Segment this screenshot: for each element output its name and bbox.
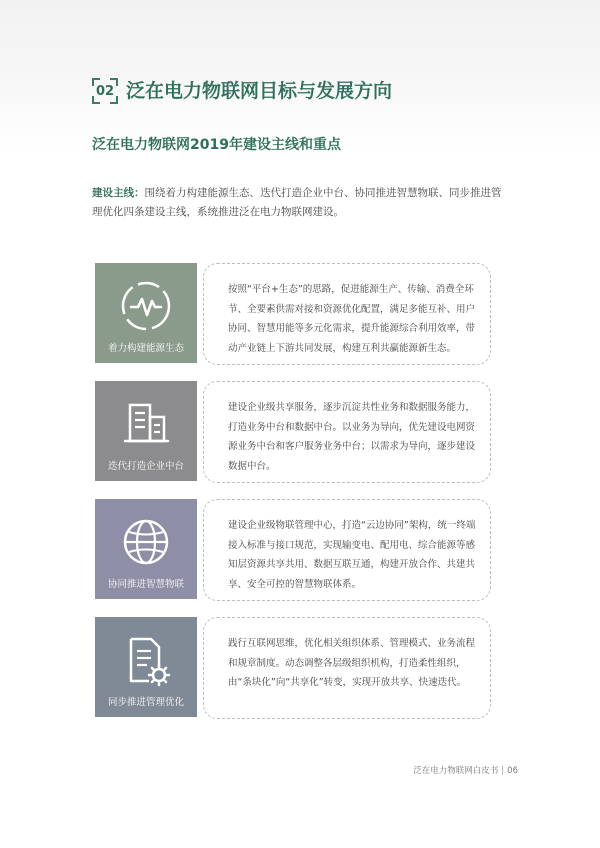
card-description: 按照“平台+生态”的思路，促进能源生产、传输、消费全环节、全要素供需对接和资源优化配置，满足多能互补、用户协同、智慧用能等多元化需求，提升能源综合利用效率，带动产业链上下游共同发展，构建互利共赢能源新生态。 [203,263,491,365]
intro-label: 建设主线： [92,187,145,199]
section-number: 02 [95,83,115,99]
page-footer [413,764,518,776]
header-background [0,0,600,150]
intro-text: 围绕着力构建能源生态、迭代打造企业中台、协同推进智慧物联、同步推进管理优化四条建设主线，系统推进泛在电力物联网建设。 [92,187,502,218]
card-energy-ecosystem [95,263,497,373]
card-smart-iot [95,499,497,609]
card-tile [95,617,197,717]
card-label: 同步推进管理优化 [107,697,184,708]
card-tile [95,381,197,481]
card-management-optimization [95,617,497,727]
building-icon [117,381,175,457]
footer-separator: | [501,766,505,776]
section-number-box [92,78,118,104]
card-description: 建设企业级物联管理中心，打造“云边协同”架构，统一终端接入标准与接口规范，实现输变电、配用电、综合能源等感知层资源共享共用、数据互联互通，构建开放合作、共建共享、安全可控的智慧物联体系。 [203,499,491,601]
energy-pulse-icon [117,263,175,339]
page-subtitle: 泛在电力物联网2019年建设主线和重点 [92,137,341,153]
card-label: 着力构建能源生态 [107,343,184,354]
footer-doc-title: 泛在电力物联网白皮书 [413,766,499,776]
card-enterprise-middle-platform [95,381,497,491]
card-description: 建设企业级共享服务，逐步沉淀共性业务和数据服务能力，打造业务中台和数据中台。以业务为导向，优先建设电网资源业务中台和客户服务业务中台；以需求为导向，逐步建设数据中台。 [203,381,491,483]
card-tile [95,499,197,599]
page-number: 06 [507,766,518,776]
section-title: 泛在电力物联网目标与发展方向 [126,80,393,102]
card-label: 协同推进智慧物联 [107,579,184,590]
card-label: 迭代打造企业中台 [107,461,184,472]
card-tile [95,263,197,363]
intro-paragraph [92,184,508,222]
card-description: 践行互联网思维，优化相关组织体系、管理模式、业务流程和规章制度。动态调整各层级组织机构，打造柔性组织，由“条块化”向“共享化”转变，实现开放共享、快速迭代。 [203,617,491,719]
globe-icon [117,499,175,575]
document-settings-icon [117,617,175,693]
